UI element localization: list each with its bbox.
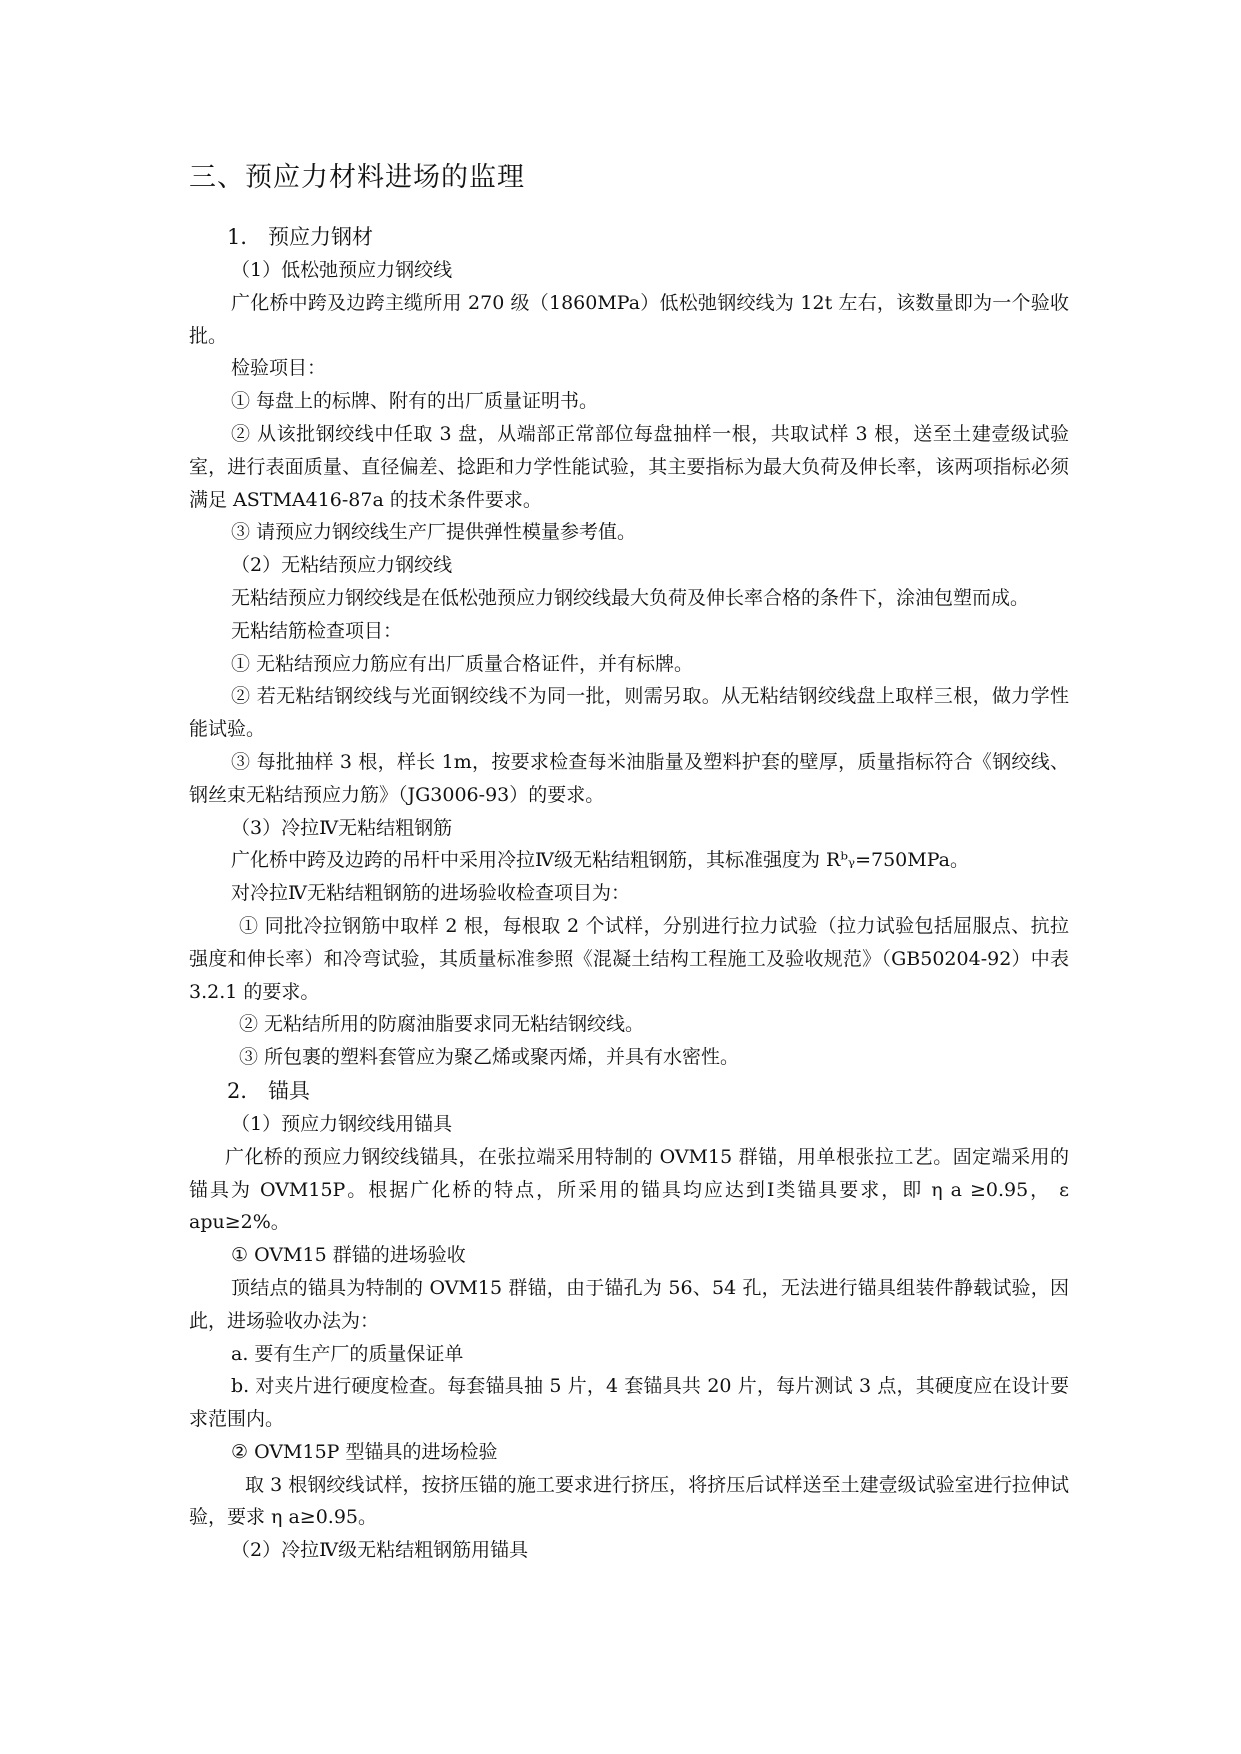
- subheading-low-relaxation-strand: （1）低松弛预应力钢绞线: [231, 259, 453, 281]
- section-heading-anchorage: 2． 锚具: [227, 1078, 311, 1103]
- page-title: 三、预应力材料进场的监理: [189, 162, 525, 193]
- list-item: ② 若无粘结钢绞线与光面钢绞线不为同一批，则需另取。从无粘结钢绞线盘上取样三根，做力学性能试验。: [189, 685, 1069, 741]
- list-item: ③ 请预应力钢绞线生产厂提供弹性模量参考值。: [231, 521, 637, 544]
- list-item: ② OVM15P 型锚具的进场检验: [231, 1440, 498, 1463]
- list-item: ① 每盘上的标牌、附有的出厂质量证明书。: [231, 390, 599, 413]
- list-item: ① 无粘结预应力筋应有出厂质量合格证件，并有标牌。: [231, 652, 694, 675]
- paragraph: 无粘结预应力钢绞线是在低松弛预应力钢绞线最大负荷及伸长率合格的条件下，涂油包塑而成。: [231, 586, 1030, 609]
- section-heading-steel: 1． 预应力钢材: [227, 225, 374, 249]
- list-item: b. 对夹片进行硬度检查。每套锚具抽 5 片，4 套锚具共 20 片，每片测试 3 点，其硬度应在设计要求范围内。: [189, 1375, 1069, 1431]
- subheading-unbonded-strand: （2）无粘结预应力钢绞线: [231, 554, 453, 577]
- list-item: ③ 每批抽样 3 根，样长 1m，按要求检查每米油脂量及塑料护套的壁厚，质量指标符合《钢绞线、钢丝束无粘结预应力筋》（JG3006-93）的要求。: [189, 750, 1069, 806]
- subheading-bar-anchorage: （2）冷拉Ⅳ级无粘结粗钢筋用锚具: [231, 1539, 529, 1562]
- document-body: [189, 158, 1069, 1567]
- subheading-strand-anchorage: （1）预应力钢绞线用锚具: [231, 1112, 453, 1135]
- list-item: ① OVM15 群锚的进场验收: [231, 1244, 466, 1267]
- subheading-cold-drawn-bar: （3）冷拉Ⅳ无粘结粗钢筋: [231, 816, 453, 839]
- list-item: ② 无粘结所用的防腐油脂要求同无粘结钢绞线。: [239, 1013, 645, 1036]
- paragraph: 无粘结筋检查项目：: [231, 619, 403, 642]
- list-item: ② 从该批钢绞线中任取 3 盘，从端部正常部位每盘抽样一根，共取试样 3 根，送至土建壹级试验室，进行表面质量、直径偏差、捻距和力学性能试验，其主要指标为最大负荷及伸长率，该两项指标必须满足 ASTMA416-87a 的技术条件要求。: [189, 422, 1069, 511]
- paragraph: 广化桥的预应力钢绞线锚具，在张拉端采用特制的 OVM15 群锚，用单根张拉工艺。固定端采用的锚具为 OVM15P。根据广化桥的特点，所采用的锚具均应达到Ⅰ类锚具要求，即 η a ≥0.95， ε apu≥2%。: [189, 1145, 1069, 1234]
- paragraph: 取 3 根钢绞线试样，按挤压锚的施工要求进行挤压，将挤压后试样送至土建壹级试验室进行拉伸试验，要求 η a≥0.95。: [189, 1473, 1069, 1529]
- paragraph: 广化桥中跨及边跨主缆所用 270 级（1860MPa）低松弛钢绞线为 12t 左右，该数量即为一个验收批。: [189, 291, 1069, 347]
- paragraph: 对冷拉Ⅳ无粘结粗钢筋的进场验收检查项目为：: [231, 882, 630, 905]
- paragraph: 广化桥中跨及边跨的吊杆中采用冷拉Ⅳ级无粘结粗钢筋，其标准强度为 Rᵇᵧ=750MPa。: [231, 849, 969, 872]
- paragraph: 检验项目：: [231, 357, 327, 380]
- list-item: a. 要有生产厂的质量保证单: [231, 1342, 464, 1365]
- list-item: ① 同批冷拉钢筋中取样 2 根，每根取 2 个试样，分别进行拉力试验（拉力试验包括屈服点、抗拉强度和伸长率）和冷弯试验，其质量标准参照《混凝土结构工程施工及验收规范》（GB50204-92）中表 3.2.1 的要求。: [189, 914, 1069, 1003]
- paragraph: 顶结点的锚具为特制的 OVM15 群锚，由于锚孔为 56、54 孔，无法进行锚具组装件静载试验，因此，进场验收办法为：: [189, 1276, 1069, 1332]
- list-item: ③ 所包裹的塑料套管应为聚乙烯或聚丙烯，并具有水密性。: [239, 1046, 740, 1069]
